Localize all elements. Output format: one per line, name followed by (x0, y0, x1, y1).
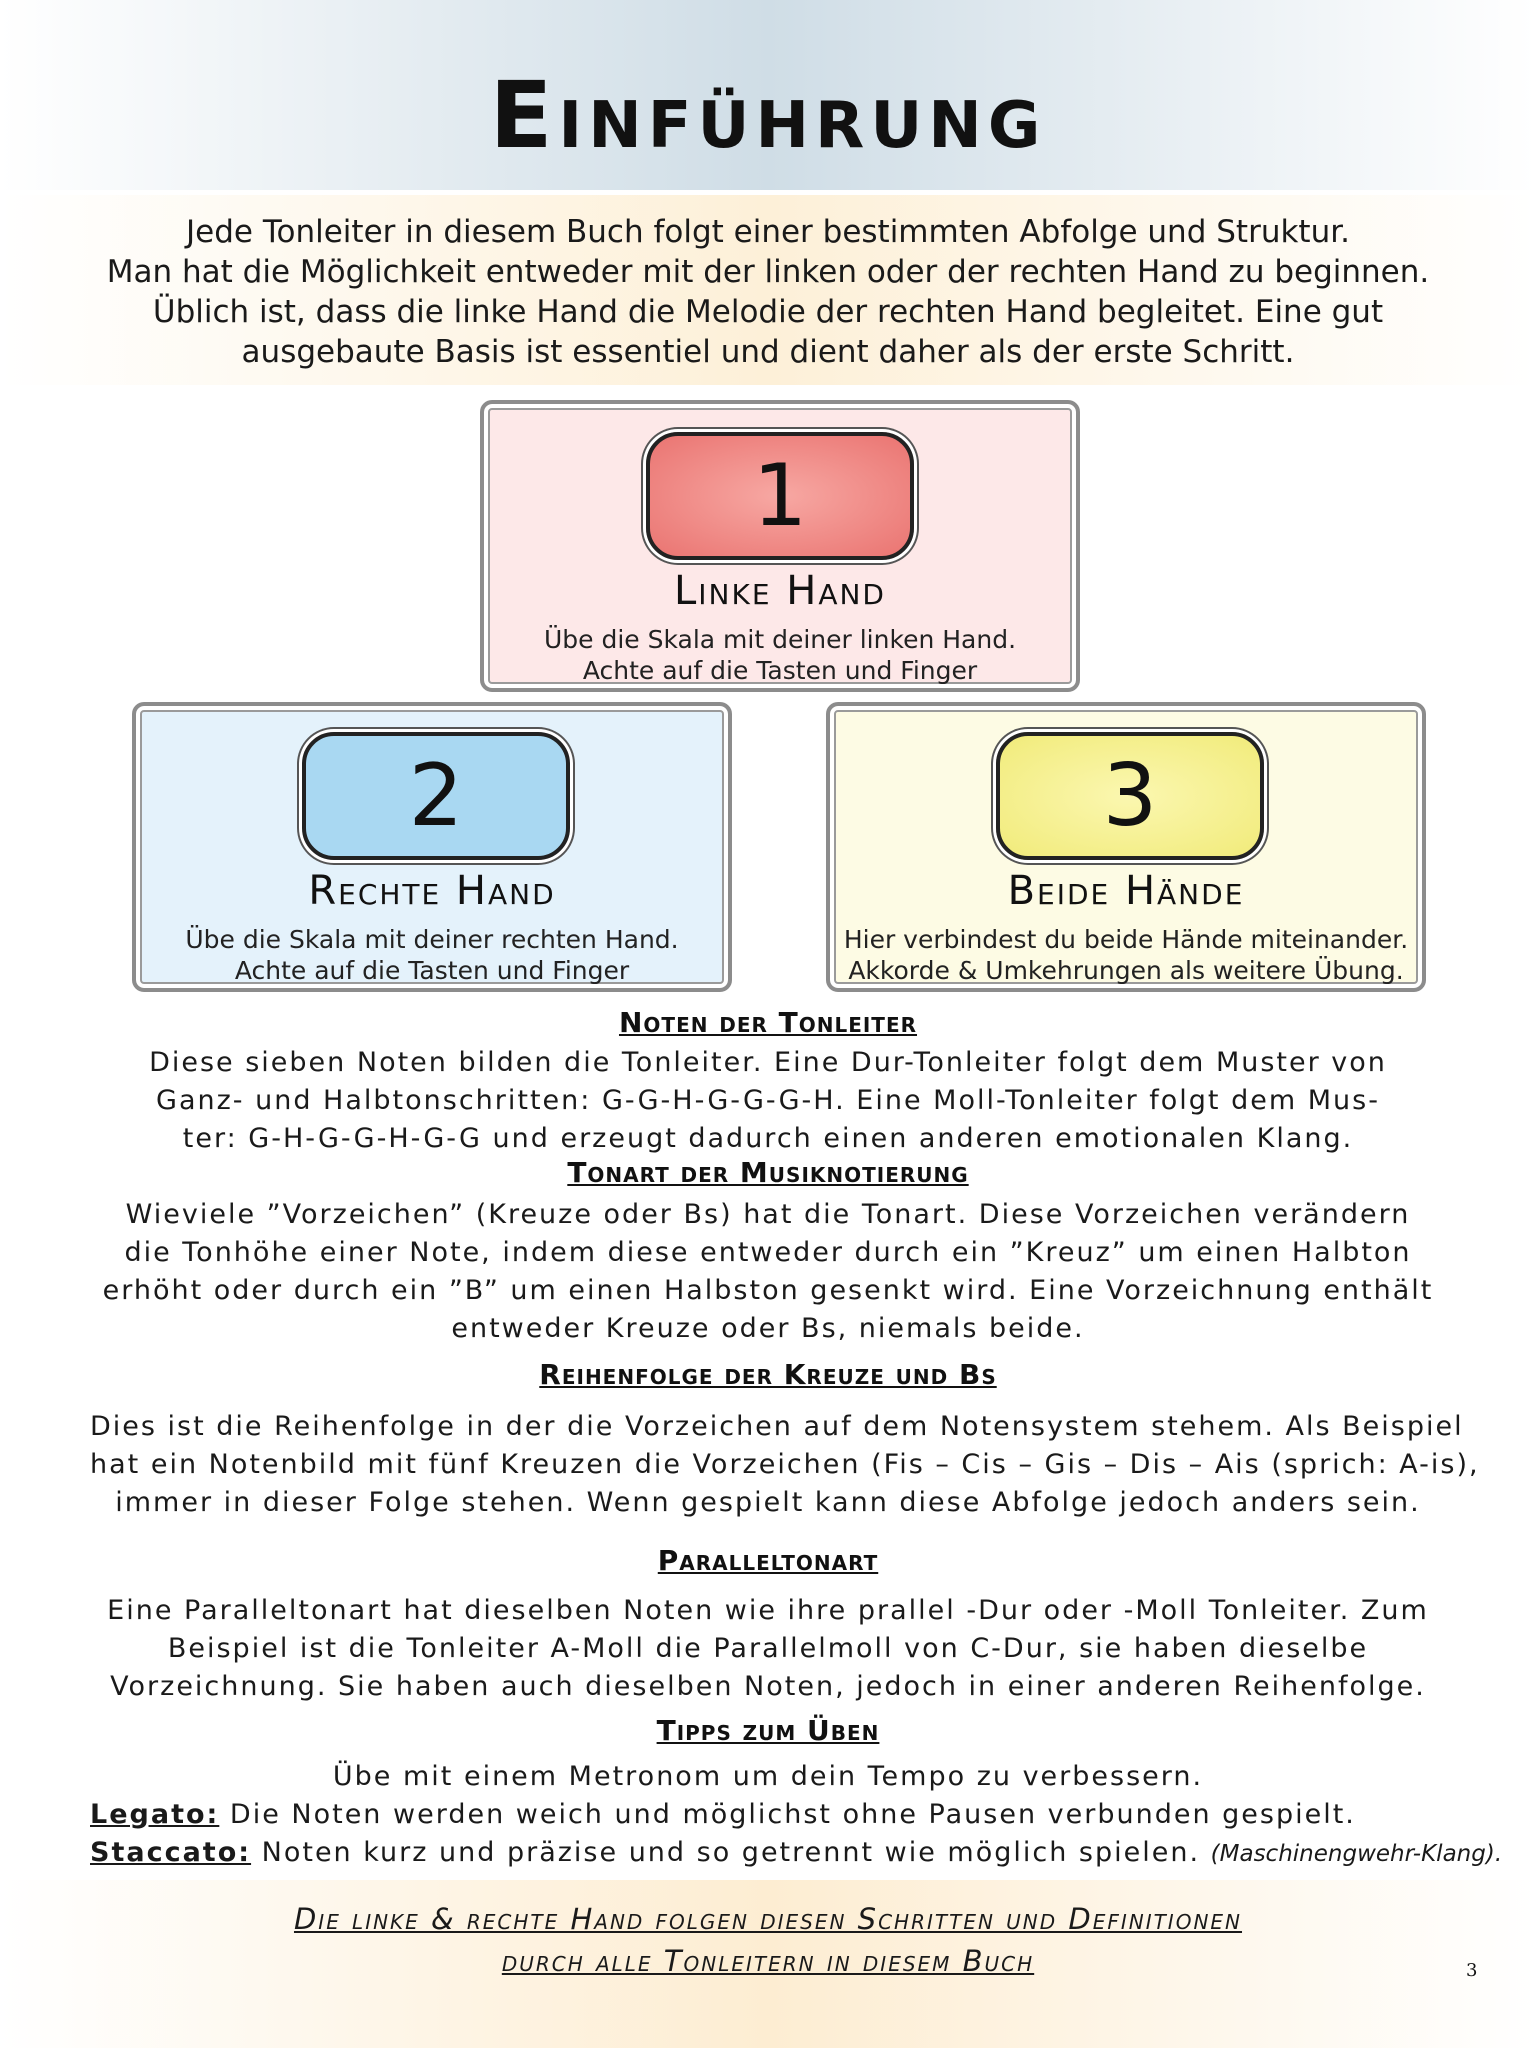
section-heading-reihenfolge: Reihenfolge der Kreuze und Bs (539, 1358, 997, 1391)
text-line: ter: G-H-G-G-H-G-G und erzeugt dadurch einen anderen emotionalen Klang. (182, 1123, 1354, 1154)
text-line: immer in dieser Folge stehen. Wenn gespielt kann diese Abfolge jedoch anders sein. (115, 1487, 1421, 1518)
step-description-line: Achte auf die Tasten und Finger (234, 956, 630, 985)
section-heading-tipps: Tipps zum Üben (656, 1714, 880, 1747)
step-description-line: Hier verbindest du beide Hände miteinander. (843, 925, 1409, 954)
step-card-right-hand (132, 702, 732, 992)
step-card-left-hand (480, 400, 1080, 692)
staccato-text: Noten kurz und präzise und so getrennt wie möglich spielen. (251, 1837, 1211, 1868)
section-text-noten (90, 1044, 1446, 1158)
text-line: Ganz- und Halbtonschritten: G-G-H-G-G-G-H. Eine Moll-Tonleiter folgt dem Mus- (156, 1085, 1380, 1116)
footer-note (0, 1898, 1536, 1982)
legato-line (90, 1796, 1446, 1834)
step-number-badge: 1 (646, 432, 914, 560)
text-line: Diese sieben Noten bilden die Tonleiter. Eine Dur-Tonleiter folgt dem Muster von (149, 1047, 1387, 1078)
intro-paragraph (60, 212, 1476, 372)
intro-line: Man hat die Möglichkeit entweder mit der linken oder der rechten Hand zu beginnen. (106, 254, 1430, 290)
legato-label: Legato: (90, 1799, 220, 1830)
intro-line: ausgebaute Basis ist essentiel und dient daher als der erste Schritt. (241, 334, 1295, 370)
text-line: Beispiel ist die Tonleiter A-Moll die Parallelmoll von C-Dur, sie haben dieselbe (167, 1633, 1369, 1664)
footer-line: durch alle Tonleitern in diesem Buch (501, 1944, 1035, 1978)
legato-text: Die Noten werden weich und möglichst ohne Pausen verbunden gespielt. (219, 1799, 1356, 1830)
step-title: Beide Hände (1007, 868, 1245, 914)
step-title: Linke Hand (674, 568, 886, 614)
step-description-line: Übe die Skala mit deiner rechten Hand. (185, 925, 679, 954)
text-line: entweder Kreuze oder Bs, niemals beide. (451, 1313, 1085, 1344)
text-line: Dies ist die Reihenfolge in der die Vorzeichen auf dem Notensystem stehem. Als Beispiel (90, 1411, 1464, 1442)
text-line: die Tonhöhe einer Note, indem diese entweder durch ein ”Kreuz” um einen Halbton (124, 1237, 1412, 1268)
staccato-note: (Maschinengwehr-Klang). (1210, 1841, 1503, 1867)
text-line: Vorzeichnung. Sie haben auch dieselben Noten, jedoch in einer anderen Reihenfolge. (110, 1671, 1426, 1702)
section-text-tonart (90, 1196, 1446, 1348)
step-number-badge: 3 (996, 732, 1264, 860)
page-title: Einführung (489, 62, 1047, 169)
text-line: Eine Paralleltonart hat dieselben Noten wie ihre prallel -Dur oder -Moll Tonleiter. Zum (107, 1595, 1429, 1626)
step-description-line: Akkorde & Umkehrungen als weitere Übung. (848, 956, 1404, 985)
text-line: hat ein Notenbild mit fünf Kreuzen die Vorzeichen (Fis – Cis – Gis – Dis – Ais (sprich: A-is), (90, 1449, 1480, 1480)
step-description (830, 924, 1422, 986)
section-text-parallel (90, 1592, 1446, 1706)
text-line: erhöht oder durch ein ”B” um einen Halbston gesenkt wird. Eine Vorzeichnung enthält (102, 1275, 1434, 1306)
intro-line: Üblich ist, dass die linke Hand die Melodie der rechten Hand begleitet. Eine gut (152, 294, 1384, 330)
step-title: Rechte Hand (308, 868, 556, 914)
section-heading-parallel: Paralleltonart (657, 1544, 879, 1577)
footer-line: Die linke & rechte Hand folgen diesen Schritten und Definitionen (293, 1902, 1243, 1936)
step-number-badge: 2 (302, 732, 570, 860)
section-heading-tonart: Tonart der Musiknotierung (567, 1156, 969, 1189)
intro-line: Jede Tonleiter in diesem Buch folgt einer bestimmten Abfolge und Struktur. (186, 214, 1350, 250)
staccato-line (90, 1834, 1503, 1873)
step-card-both-hands (826, 702, 1426, 992)
step-description-line: Achte auf die Tasten und Finger (582, 656, 978, 685)
page-number: 3 (1466, 1960, 1478, 1981)
step-description (136, 924, 728, 986)
text-line: Übe mit einem Metronom um dein Tempo zu verbessern. (332, 1761, 1204, 1792)
section-heading-noten: Noten der Tonleiter (618, 1006, 918, 1039)
staccato-label: Staccato: (90, 1837, 252, 1868)
step-description-line: Übe die Skala mit deiner linken Hand. (543, 625, 1017, 654)
section-text-tipps (90, 1758, 1503, 1873)
text-line: Wieviele ”Vorzeichen” (Kreuze oder Bs) hat die Tonart. Diese Vorzeichen verändern (125, 1199, 1411, 1230)
section-text-reihenfolge (90, 1408, 1480, 1522)
step-description (484, 624, 1076, 686)
